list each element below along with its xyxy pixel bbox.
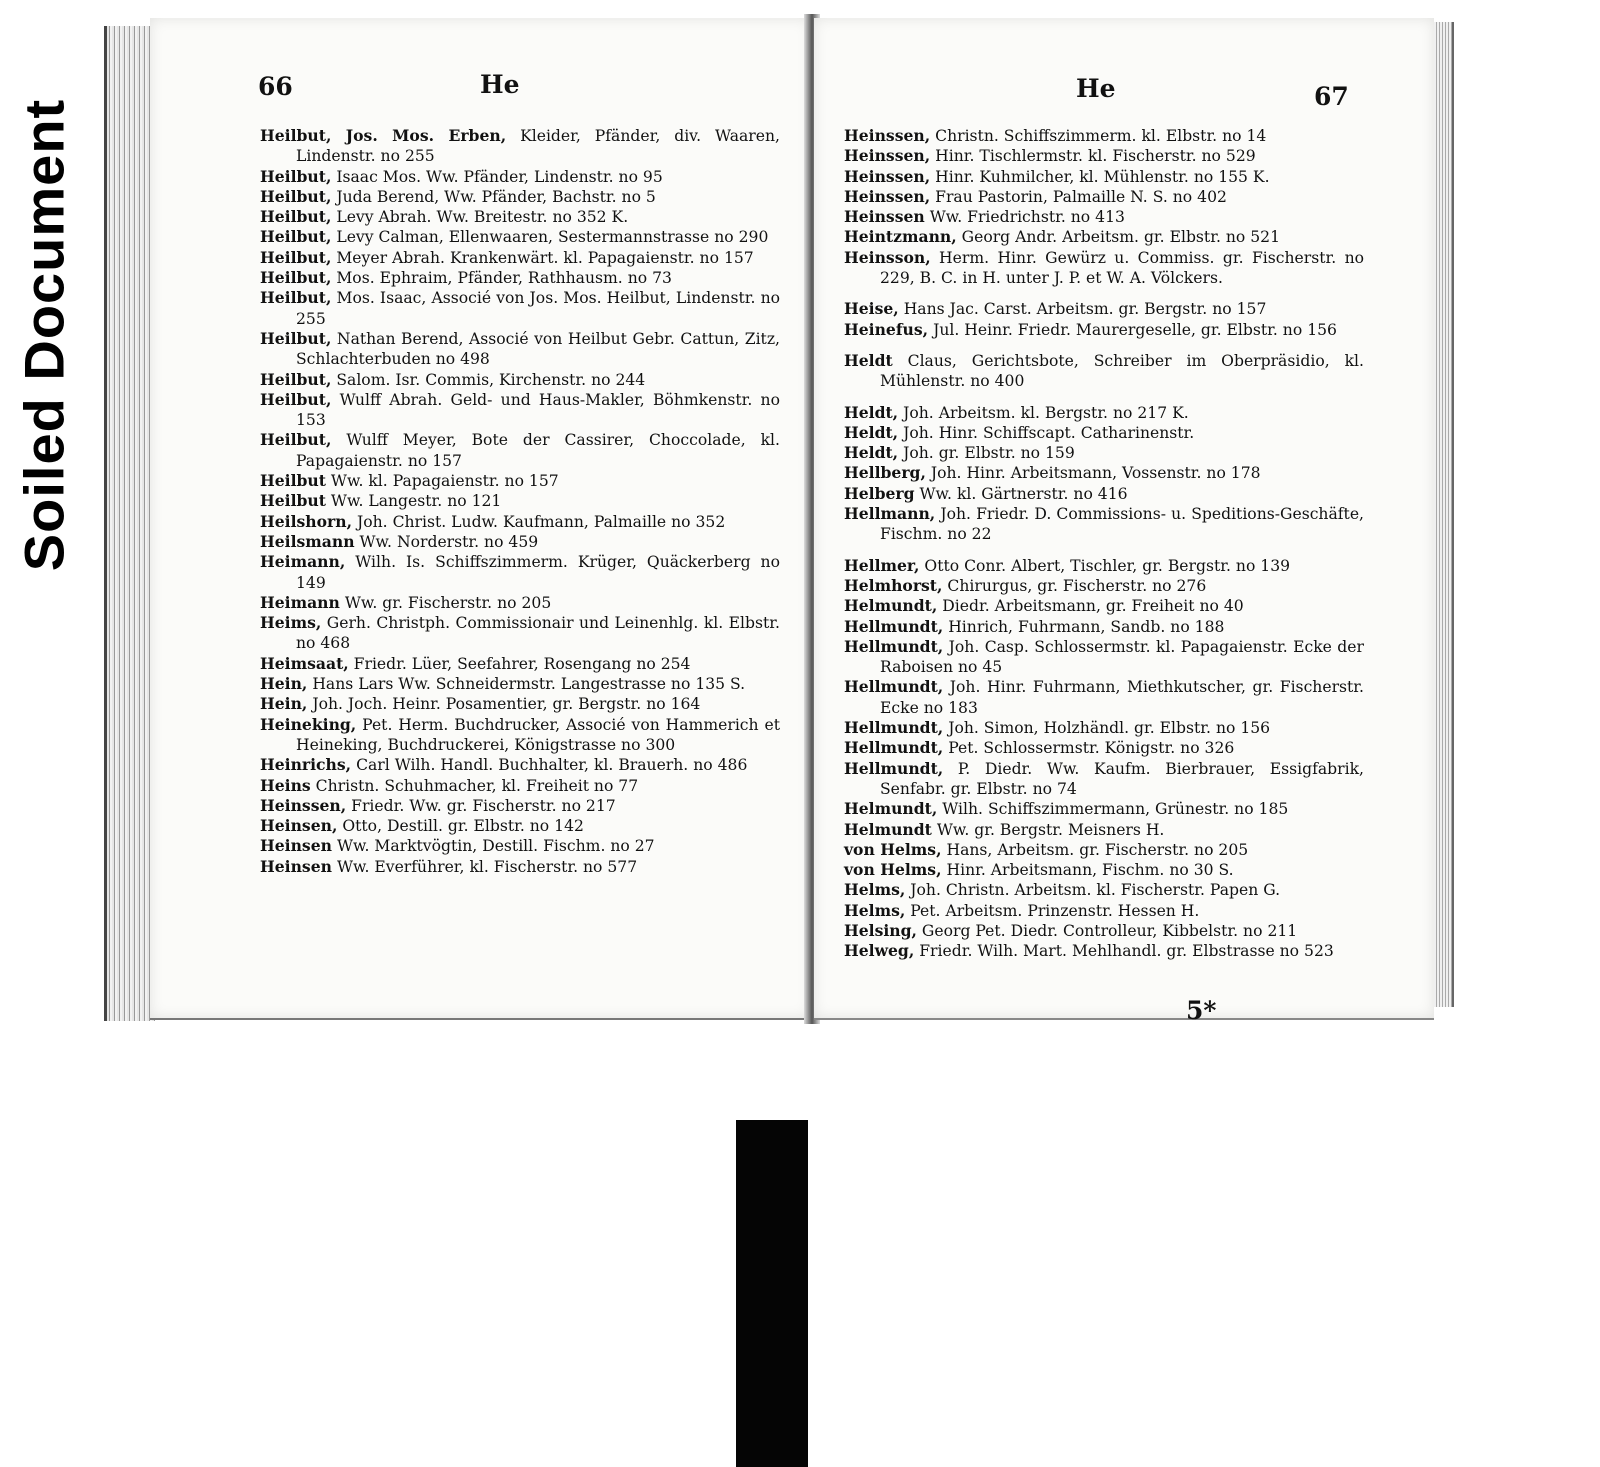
directory-entry [844, 146, 1364, 166]
entry-details: Joh. Casp. Schlossermstr. kl. Papagaienstr. Ecke der Raboisen no 45 [880, 637, 1364, 677]
entry-name: Heilbut, [260, 288, 332, 308]
entry-details: Mos. Ephraim, Pfänder, Rathhausm. no 73 [336, 269, 672, 288]
directory-entry [260, 857, 780, 877]
entry-name: Helms, [844, 880, 906, 900]
entry-details: Jul. Heinr. Friedr. Maurergeselle, gr. Elbstr. no 156 [933, 320, 1337, 339]
entry-name: Heldt, [844, 443, 899, 463]
entry-details: Ww. Friedrichstr. no 413 [929, 208, 1125, 227]
directory-entry [844, 504, 1364, 545]
directory-entry [260, 167, 780, 187]
entry-details: Hinr. Arbeitsmann, Fischm. no 30 S. [946, 861, 1234, 880]
directory-entry [260, 430, 780, 471]
entry-name: Helmundt [844, 819, 932, 839]
directory-entry [844, 820, 1364, 840]
entry-name: Heilbut [260, 491, 326, 511]
directory-entries-right [844, 126, 1364, 962]
directory-entry [844, 941, 1364, 961]
entry-name: Heinsson, [844, 247, 931, 267]
entry-name: Heilbut, [260, 186, 332, 206]
entry-name: Heintzmann, [844, 227, 957, 247]
directory-entry [844, 351, 1364, 392]
entry-name: Heilbut, [260, 389, 332, 409]
entry-details: Wulff Meyer, Bote der Cassirer, Choccolade, kl. Papagaienstr. no 157 [296, 431, 780, 470]
entry-name: Helmhorst, [844, 575, 943, 595]
directory-entry [260, 593, 780, 613]
entry-details: Ww. Norderstr. no 459 [359, 532, 539, 551]
entry-details: Pet. Herm. Buchdrucker, Associé von Hammerich et Heineking, Buchdruckerei, Königstrasse no 300 [296, 715, 780, 754]
entry-details: Joh. Arbeitsm. kl. Bergstr. no 217 K. [903, 403, 1189, 422]
entry-details: Wilh. Is. Schiffszimmerm. Krüger, Quäckerberg no 149 [296, 553, 780, 592]
directory-entry [844, 167, 1364, 187]
entry-details: Mos. Isaac, Associé von Jos. Mos. Heilbut, Lindenstr. no 255 [296, 289, 780, 328]
bookmark-ribbon [736, 1120, 808, 1467]
entry-name: Hein, [260, 674, 308, 694]
entry-name: Heilbut, [260, 430, 332, 450]
directory-entry [844, 556, 1364, 576]
entry-name: Heinssen, [844, 186, 931, 206]
left-page [150, 18, 810, 1020]
directory-entry [844, 799, 1364, 819]
entry-name: Heinssen, [844, 166, 931, 186]
directory-entry [844, 207, 1364, 227]
entry-details: Hans Jac. Carst. Arbeitsm. gr. Bergstr. no 157 [903, 300, 1267, 319]
entry-details: Ww. gr. Bergstr. Meisners H. [936, 820, 1165, 839]
entry-details: Joh. gr. Elbstr. no 159 [903, 444, 1075, 463]
entry-details: Otto, Destill. gr. Elbstr. no 142 [342, 817, 584, 836]
directory-entry [260, 715, 780, 756]
entry-name: von Helms, [844, 860, 942, 880]
entry-name: Heilbut, [260, 207, 332, 227]
entry-details: Diedr. Arbeitsmann, gr. Freiheit no 40 [942, 597, 1244, 616]
entry-name: Helweg, [844, 941, 915, 961]
entry-name: Helmundt, [844, 799, 938, 819]
entry-details: Hinr. Tischlermstr. kl. Fischerstr. no 529 [935, 147, 1256, 166]
entry-name: Heinsen [260, 856, 332, 876]
entry-details: Joh. Joch. Heinr. Posamentier, gr. Bergstr. no 164 [312, 695, 701, 714]
directory-entry [260, 207, 780, 227]
entry-details: Frau Pastorin, Palmaille N. S. no 402 [935, 187, 1227, 206]
directory-entry [260, 836, 780, 856]
entry-details: Pet. Arbeitsm. Prinzenstr. Hessen H. [910, 901, 1200, 920]
directory-entry [844, 299, 1364, 319]
entry-details: Hans, Arbeitsm. gr. Fischerstr. no 205 [946, 840, 1249, 859]
directory-entry [844, 403, 1364, 423]
directory-entry [844, 484, 1364, 504]
entry-details: Friedr. Ww. gr. Fischerstr. no 217 [351, 796, 616, 815]
directory-entry [844, 880, 1364, 900]
entry-name: Heinefus, [844, 319, 929, 339]
directory-entry [260, 491, 780, 511]
directory-entry [844, 840, 1364, 860]
entry-name: von Helms, [844, 839, 942, 859]
directory-entry [260, 694, 780, 714]
entry-details: Gerh. Christph. Commissionair und Leinenhlg. kl. Elbstr. no 468 [296, 614, 780, 653]
entry-name: Heilbut, [260, 227, 332, 247]
entry-name: Helsing, [844, 920, 917, 940]
entry-name: Heinrichs, [260, 755, 352, 775]
directory-entry [844, 126, 1364, 146]
entry-details: Ww. Marktvögtin, Destill. Fischm. no 27 [336, 837, 655, 856]
entry-name: Heinssen, [844, 146, 931, 166]
entry-name: Hellberg, [844, 463, 926, 483]
directory-entry [844, 423, 1364, 443]
directory-entry [844, 718, 1364, 738]
entry-details: Hans Lars Ww. Schneidermstr. Langestrasse no 135 S. [312, 675, 746, 694]
entry-name: Hellmer, [844, 555, 920, 575]
directory-entry [260, 654, 780, 674]
page-number-right: 67 [1314, 82, 1349, 111]
entry-details: Chirurgus, gr. Fischerstr. no 276 [947, 576, 1207, 595]
entry-details: Georg Andr. Arbeitsm. gr. Elbstr. no 521 [961, 228, 1281, 247]
entry-name: Heimann, [260, 552, 346, 572]
soiled-document-stamp [4, 0, 84, 600]
entry-name: Heinsen, [260, 816, 338, 836]
entry-details: Ww. Everführer, kl. Fischerstr. no 577 [336, 857, 638, 876]
directory-entry [844, 463, 1364, 483]
directory-entry [260, 552, 780, 593]
entry-name: Heldt, [844, 422, 899, 442]
directory-entry [260, 248, 780, 268]
entry-details: Christn. Schiffszimmerm. kl. Elbstr. no 14 [935, 127, 1267, 145]
entry-name: Helmundt, [844, 596, 938, 616]
directory-entry [260, 288, 780, 329]
directory-entry [844, 443, 1364, 463]
entry-name: Heinsen [260, 836, 332, 856]
entry-name: Heilshorn, [260, 511, 353, 531]
stamp-text: Soiled Document [12, 98, 76, 572]
entry-details: Isaac Mos. Ww. Pfänder, Lindenstr. no 95 [336, 167, 663, 186]
entry-details: Christn. Schuhmacher, kl. Freiheit no 77 [315, 776, 639, 795]
entry-details: Pet. Schlossermstr. Königstr. no 326 [948, 739, 1235, 758]
directory-entry [844, 320, 1364, 340]
directory-entry [260, 227, 780, 247]
directory-entry [260, 329, 780, 370]
entry-name: Heinssen [844, 207, 925, 227]
entry-name: Hellmundt, [844, 677, 944, 697]
entry-name: Heldt [844, 350, 893, 370]
entry-details: P. Diedr. Ww. Kaufm. Bierbrauer, Essigfabrik, Senfabr. gr. Elbstr. no 74 [880, 759, 1364, 798]
directory-entry [260, 755, 780, 775]
entry-details: Nathan Berend, Associé von Heilbut Gebr. Cattun, Zitz, Schlachterbuden no 498 [296, 329, 780, 369]
directory-entry [260, 187, 780, 207]
entry-name: Heilbut, [260, 369, 332, 389]
directory-entry [260, 370, 780, 390]
directory-entry [260, 512, 780, 532]
entry-details: Kleider, Pfänder, div. Waaren, Lindenstr. no 255 [296, 127, 780, 166]
directory-entry [844, 738, 1364, 758]
directory-entries-left [260, 126, 780, 877]
entry-name: Helms, [844, 900, 906, 920]
entry-details: Wulff Abrah. Geld- und Haus-Makler, Böhmkenstr. no 153 [296, 390, 780, 430]
directory-entry [844, 617, 1364, 637]
open-book [104, 14, 1454, 1024]
entry-details: Herm. Hinr. Gewürz u. Commiss. gr. Fischerstr. no 229, B. C. in H. unter J. P. et W. A. Völckers. [880, 248, 1364, 288]
entry-details: Levy Abrah. Ww. Breitestr. no 352 K. [336, 208, 629, 227]
directory-entry [260, 126, 780, 167]
signature-mark: 5* [1186, 996, 1217, 1025]
entry-details: Juda Berend, Ww. Pfänder, Bachstr. no 5 [336, 187, 656, 206]
entry-details: Hinrich, Fuhrmann, Sandb. no 188 [948, 617, 1225, 636]
entry-name: Heilbut, [260, 328, 332, 348]
entry-name: Heilbut, [260, 268, 332, 288]
entry-details: Hinr. Kuhmilcher, kl. Mühlenstr. no 155 K. [935, 167, 1270, 186]
entry-details: Georg Pet. Diedr. Controlleur, Kibbelstr. no 211 [921, 921, 1298, 940]
page-edges-right [1434, 22, 1454, 1007]
running-head-left: He [480, 70, 520, 99]
entry-details: Joh. Friedr. D. Commissions- u. Speditions-Geschäfte, Fischm. no 22 [880, 505, 1364, 544]
directory-entry [844, 227, 1364, 247]
entry-name: Heinssen, [844, 126, 931, 145]
directory-entry [260, 532, 780, 552]
directory-entry [260, 816, 780, 836]
right-page [814, 18, 1434, 1025]
entry-name: Heimann [260, 592, 340, 612]
entry-name: Heilbut, [260, 247, 332, 267]
entry-details: Ww. Langestr. no 121 [330, 492, 502, 511]
directory-entry [260, 776, 780, 796]
entry-name: Heims, [260, 613, 322, 633]
entry-name: Hellmann, [844, 504, 936, 524]
directory-entry [260, 674, 780, 694]
entry-details: Joh. Christn. Arbeitsm. kl. Fischerstr. Papen G. [910, 881, 1281, 900]
entry-name: Hellmundt, [844, 616, 944, 636]
entry-details: Claus, Gerichtsbote, Schreiber im Oberpräsidio, kl. Mühlenstr. no 400 [880, 351, 1364, 391]
entry-name: Hein, [260, 694, 308, 714]
directory-entry [844, 901, 1364, 921]
entry-details: Meyer Abrah. Krankenwärt. kl. Papagaienstr. no 157 [336, 248, 754, 267]
entry-details: Salom. Isr. Commis, Kirchenstr. no 244 [336, 370, 646, 389]
entry-details: Ww. gr. Fischerstr. no 205 [344, 593, 552, 612]
entry-name: Heimsaat, [260, 653, 349, 673]
directory-entry [844, 677, 1364, 718]
directory-entry [844, 576, 1364, 596]
directory-entry [260, 613, 780, 654]
page-number-left: 66 [258, 72, 293, 101]
entry-details: Friedr. Lüer, Seefahrer, Rosengang no 254 [353, 654, 691, 673]
directory-entry [844, 860, 1364, 880]
entry-name: Heilbut, [260, 166, 332, 186]
entry-details: Joh. Christ. Ludw. Kaufmann, Palmaille no 352 [356, 512, 726, 531]
entry-name: Hellmundt, [844, 738, 944, 758]
entry-details: Joh. Hinr. Fuhrmann, Miethkutscher, gr. Fischerstr. Ecke no 183 [880, 678, 1364, 717]
entry-name: Heineking, [260, 714, 357, 734]
entry-details: Joh. Simon, Holzhändl. gr. Elbstr. no 156 [948, 719, 1271, 738]
entry-name: Heins [260, 775, 311, 795]
running-head-right: He [1076, 74, 1116, 103]
directory-entry [844, 187, 1364, 207]
directory-entry [260, 796, 780, 816]
directory-entry [844, 759, 1364, 800]
entry-details: Ww. kl. Papagaienstr. no 157 [330, 472, 559, 491]
entry-details: Ww. kl. Gärtnerstr. no 416 [919, 484, 1128, 503]
page-edges-left [104, 26, 155, 1021]
entry-details: Friedr. Wilh. Mart. Mehlhandl. gr. Elbstrasse no 523 [919, 942, 1334, 961]
directory-entry [260, 390, 780, 431]
entry-name: Hellmundt, [844, 758, 944, 778]
directory-entry [260, 471, 780, 491]
entry-name: Hellmundt, [844, 636, 944, 656]
entry-details: Carl Wilh. Handl. Buchhalter, kl. Brauerh. no 486 [356, 756, 748, 775]
directory-entry [260, 268, 780, 288]
directory-entry [844, 248, 1364, 289]
directory-entry [844, 596, 1364, 616]
entry-details: Otto Conr. Albert, Tischler, gr. Bergstr. no 139 [924, 556, 1291, 575]
directory-entry [844, 921, 1364, 941]
entry-details: Wilh. Schiffszimmermann, Grünestr. no 185 [942, 800, 1289, 819]
entry-name: Heldt, [844, 402, 899, 422]
entry-name: Heinssen, [260, 795, 347, 815]
entry-name: Helberg [844, 483, 915, 503]
entry-details: Joh. Hinr. Arbeitsmann, Vossenstr. no 178 [930, 464, 1261, 483]
entry-name: Heilbut [260, 471, 326, 491]
entry-name: Heilsmann [260, 531, 355, 551]
entry-details: Levy Calman, Ellenwaaren, Sestermannstrasse no 290 [336, 228, 769, 247]
entry-name: Heise, [844, 299, 899, 319]
entry-name: Heilbut, Jos. Mos. Erben, [260, 126, 507, 145]
directory-entry [844, 637, 1364, 678]
entry-name: Hellmundt, [844, 718, 944, 738]
entry-details: Joh. Hinr. Schiffscapt. Catharinenstr. [903, 423, 1195, 442]
